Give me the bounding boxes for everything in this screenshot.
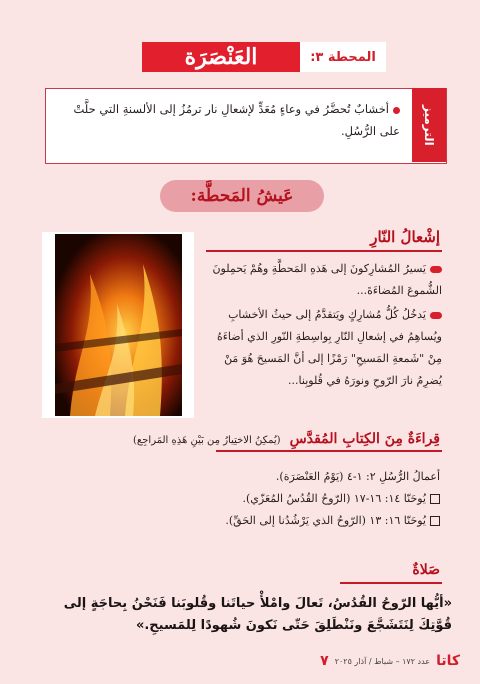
prayer-section-underline [340, 582, 442, 584]
bible-section-header [40, 428, 440, 447]
bible-section-subtitle: (يُمكِنُ الاختِيارُ مِن بَيْنِ هَذِهِ المَراجِع) [133, 435, 281, 446]
prayer-section-title: صَلاةٌ [412, 562, 440, 578]
symbols-tab: الترميز [412, 88, 446, 162]
footer-brand: كاتا [436, 653, 460, 669]
fire-section-title: إشْعالُ النّارِ [370, 228, 440, 246]
bible-section-underline [216, 450, 442, 452]
bible-item-3-text: يُوحَنّا ١٦: ١٣ (الرّوحُ الذي يَرْشُدُنا إلى الحَقِّ). [225, 514, 426, 527]
fire-para-2-text: يَدخُلُ كُلُّ مُشارِكٍ ويَتقدَّمُ إلى حيثُ الأخشابِ ويُساهِمُ في إشعالِ النّارِ بِواسِطةِ النّورِ الذي أضاءَهُ مِنْ "شَمعةِ المَسيحِ" رَمْزًا إلى أنَّ المَسيحَ هُوَ مَنْ يُضرِمُ نارَ الرّوحِ ونورَهُ في قُلوبِنا... [216, 308, 442, 387]
prayer-text: «أيُّها الرّوحُ القُدُسُ، تَعالَ وامْلأْ حياتَنا وقُلوبَنا فَنَحْنُ بِحاجَةٍ إلى قُوَّتِكَ لِنَتَشَجَّعَ ونَنْطَلِقَ حَتّى نَكونَ شُهودًا لِلمَسيحِ.» [63, 596, 452, 633]
checkbox-icon [430, 516, 440, 526]
bible-section-title: قِراءَةٌ مِنَ الكِتابِ المُقدَّسِ [289, 431, 440, 447]
bible-item-3 [100, 510, 440, 532]
fire-para-1 [206, 258, 442, 302]
symbols-description: أخشابٌ تُحضَّرُ في وعاءٍ مُعَدٍّ لإشعالِ نار ترمُزُ إلى الألسنةِ التي حلَّتْ على الرُّسُلِ. [73, 102, 400, 138]
living-title: عَيشُ المَحطَّة: [160, 180, 324, 212]
bible-item-1: أعمالُ الرُّسُلِ ٢: ١-٤ (يَوْمُ العَنْصَرَة). [275, 470, 440, 483]
station-title: العَنْصَرَة [142, 42, 300, 72]
fire-para-2 [206, 304, 442, 392]
symbols-text [54, 98, 400, 142]
footer [300, 652, 460, 670]
fire-image [55, 234, 182, 416]
station-label: المحطة ٣: [300, 42, 386, 72]
station-header [142, 42, 386, 72]
footer-issue: عدد ١٧٢ – شباط / آذار ٢٠٢٥ [334, 656, 431, 666]
bible-item-2 [100, 488, 440, 510]
fire-para-1-text: يَسيرُ المُشارِكونَ إلى هَذهِ المَحطَّةِ وهُمْ يَحمِلونَ الشُّموعَ المُضاءَةَ... [212, 262, 442, 297]
bullet-icon [393, 107, 400, 114]
checkbox-icon [430, 494, 440, 504]
fire-section-underline [206, 250, 442, 252]
page-number: ٧ [320, 653, 329, 669]
bible-item-2-text: يُوحَنّا ١٤: ١٦-١٧ (الرّوحُ القُدُسُ المُعَزّي). [242, 492, 426, 505]
bullet-icon [430, 312, 442, 319]
fire-photo [55, 234, 182, 416]
bullet-icon [430, 266, 442, 273]
